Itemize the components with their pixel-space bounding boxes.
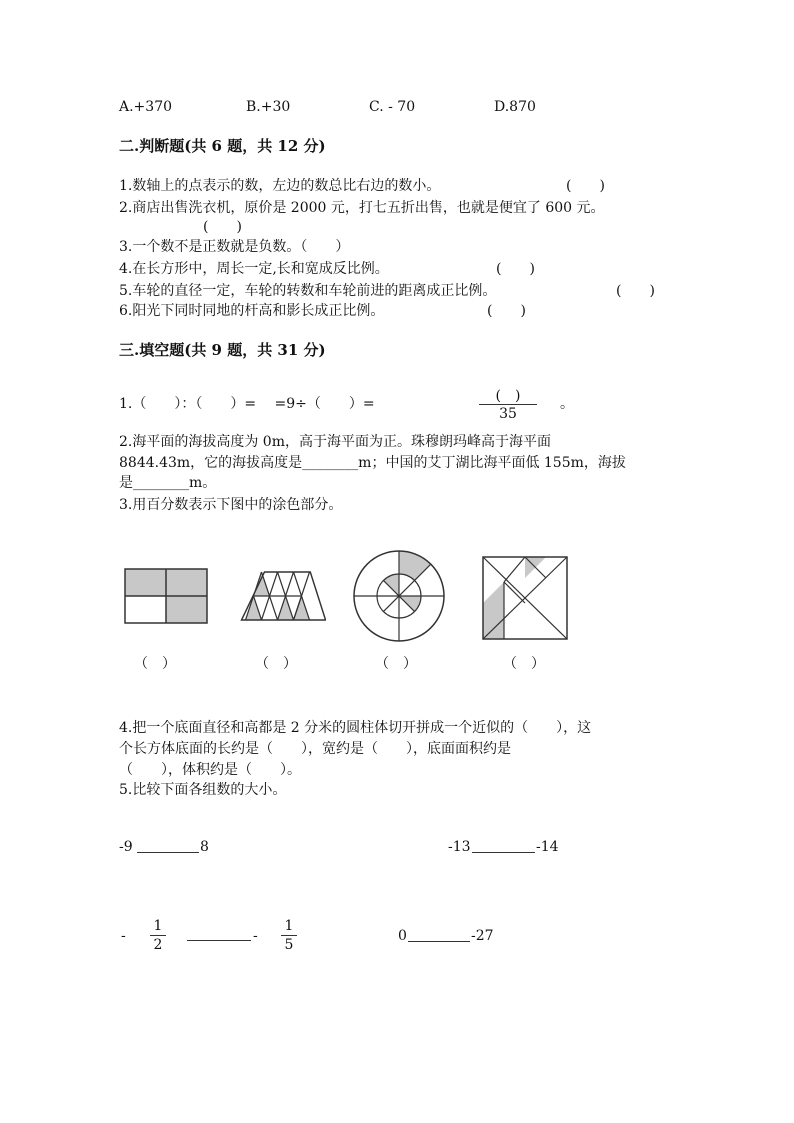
judge-item-2: 2.商店出售洗衣机，原价是 2000 元，打七五折出售，也就是便宜了 600 元。: [119, 200, 605, 216]
judge-item-1: 1.数轴上的点表示的数，左边的数总比右边的数小。: [119, 178, 441, 194]
compare-d-left: 0: [398, 928, 407, 944]
figure-trapezoid: [238, 568, 326, 624]
option-b: B.+30: [246, 99, 291, 115]
compare-c-blank: [187, 940, 251, 941]
figure-tangram: [478, 553, 570, 643]
compare-a-right: 8: [200, 839, 209, 855]
compare-c-frac2-den: 5: [284, 937, 294, 953]
fill-q1-end: 。: [560, 396, 574, 412]
compare-b-blank: [472, 852, 535, 853]
fill-q1: 1.（ ）：（ ）= =9÷（ ）=: [119, 396, 375, 412]
compare-d-blank: [408, 941, 470, 942]
compare-a-blank: [137, 852, 199, 853]
fill-q1-fraction-bar: [479, 404, 537, 405]
figure-answer-4: （ ）: [503, 656, 545, 672]
fill-q2-line-1: 2.海平面的海拔高度为 0m，高于海平面为正。珠穆朗玛峰高于海平面: [119, 434, 551, 450]
fill-q1-fraction-denominator: 35: [499, 406, 517, 422]
judge-item-3: 3.一个数不是正数就是负数。（ ）: [119, 239, 350, 255]
compare-a-left: -9: [119, 839, 133, 855]
judge-item-4: 4.在长方形中，周长一定,长和宽成反比例。: [119, 261, 389, 277]
option-a: A.+370: [119, 99, 173, 115]
figure-answer-3: （ ）: [375, 656, 417, 672]
figure-circle: [349, 549, 449, 643]
figure-rectangle: [122, 565, 212, 627]
compare-b-right: -14: [536, 839, 559, 855]
compare-b-left: -13: [448, 839, 471, 855]
judge-item-6: 6.阳光下同时同地的杆高和影长成正比例。: [119, 303, 385, 319]
fill-q1-fraction-numerator: ( ): [495, 388, 521, 404]
fill-q3: 3.用百分数表示下图中的涂色部分。: [119, 497, 343, 513]
compare-c-mid: -: [253, 928, 258, 944]
fill-q4-line-2: 个长方体底面的长约是（ ），宽约是（ ），底面面积约是: [119, 741, 511, 757]
judge-item-5: 5.车轮的直径一定，车轮的转数和车轮前进的距离成正比例。: [119, 283, 497, 299]
section-2-title: 二.判断题(共 6 题，共 12 分): [119, 137, 326, 155]
compare-c-frac1-num: 1: [153, 918, 163, 934]
compare-c-frac2-num: 1: [284, 918, 294, 934]
figure-answer-1: （ ）: [134, 656, 176, 672]
fill-q2-line-2: 8844.43m，它的海拔高度是________m；中国的艾丁湖比海平面低 155m，海拔: [119, 455, 626, 471]
compare-c-frac2-bar: [281, 935, 297, 936]
judge-paren-1: ( ): [566, 178, 605, 194]
judge-paren-2: ( ): [203, 219, 242, 235]
option-d: D.870: [494, 99, 536, 115]
judge-paren-4: ( ): [496, 261, 535, 277]
option-c: C. - 70: [369, 99, 416, 115]
fill-q5: 5.比较下面各组数的大小。: [119, 782, 287, 798]
compare-c-minus: -: [121, 928, 126, 944]
section-3-title: 三.填空题(共 9 题，共 31 分): [119, 341, 326, 359]
judge-paren-6: ( ): [487, 303, 526, 319]
figure-answer-2: （ ）: [255, 656, 297, 672]
compare-c-frac1-den: 2: [153, 937, 163, 953]
compare-c-frac1-bar: [150, 935, 166, 936]
fill-q4-line-1: 4.把一个底面直径和高都是 2 分米的圆柱体切开拼成一个近似的（ ），这: [119, 720, 592, 736]
compare-d-right: -27: [471, 928, 494, 944]
judge-paren-5: ( ): [616, 283, 655, 299]
fill-q2-line-3: 是________m。: [119, 475, 217, 491]
fill-q4-line-3: （ ），体积约是（ ）。: [119, 762, 301, 778]
